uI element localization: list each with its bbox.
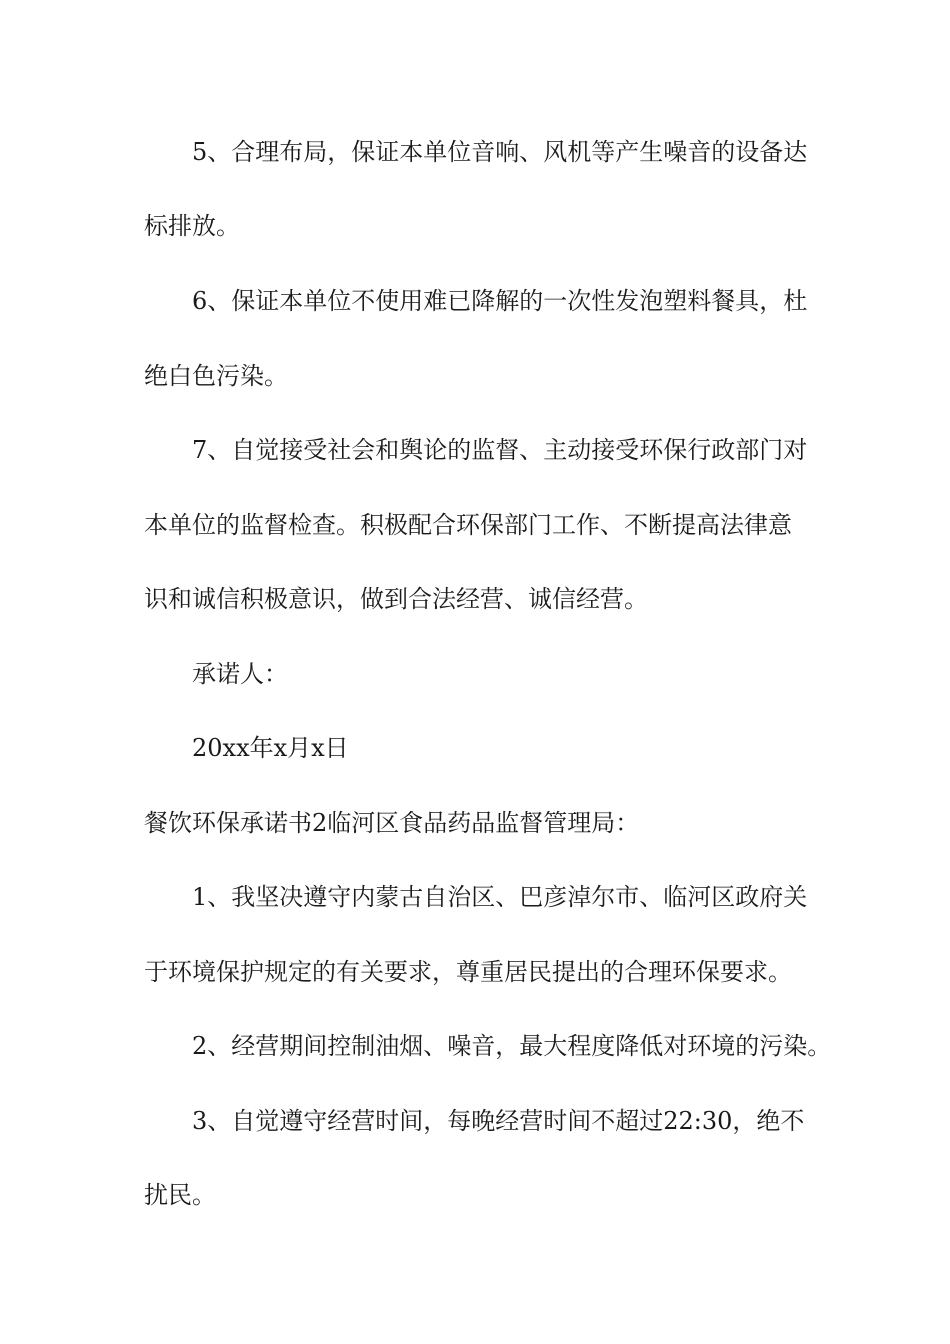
item-3-line-2: 扰民。 xyxy=(144,1181,216,1209)
paragraph-6-line-2: 绝白色污染。 xyxy=(144,362,288,390)
section-heading: 餐饮环保承诺书2临河区食品药品监督管理局： xyxy=(144,809,640,837)
paragraph-6-line-1: 6、保证本单位不使用难已降解的一次性发泡塑料餐具，杜 xyxy=(192,287,808,315)
paragraph-7-line-2: 本单位的监督检查。积极配合环保部门工作、不断提高法律意 xyxy=(144,511,792,539)
item-2-line-1: 2、经营期间控制油烟、噪音，最大程度降低对环境的污染。 xyxy=(192,1032,832,1060)
item-3-line-1: 3、自觉遵守经营时间，每晚经营时间不超过22:30，绝不 xyxy=(192,1107,805,1135)
promisor-label: 承诺人： xyxy=(192,660,288,688)
paragraph-7-line-1: 7、自觉接受社会和舆论的监督、主动接受环保行政部门对 xyxy=(192,436,808,464)
paragraph-5-line-1: 5、合理布局，保证本单位音响、风机等产生噪音的设备达 xyxy=(192,138,808,166)
paragraph-5-line-2: 标排放。 xyxy=(144,212,240,240)
item-1-line-1: 1、我坚决遵守内蒙古自治区、巴彦淖尔市、临河区政府关 xyxy=(192,883,808,911)
date-line: 20xx年x月x日 xyxy=(192,734,349,762)
paragraph-7-line-3: 识和诚信积极意识，做到合法经营、诚信经营。 xyxy=(144,585,648,613)
item-1-line-2: 于环境保护规定的有关要求，尊重居民提出的合理环保要求。 xyxy=(144,958,792,986)
